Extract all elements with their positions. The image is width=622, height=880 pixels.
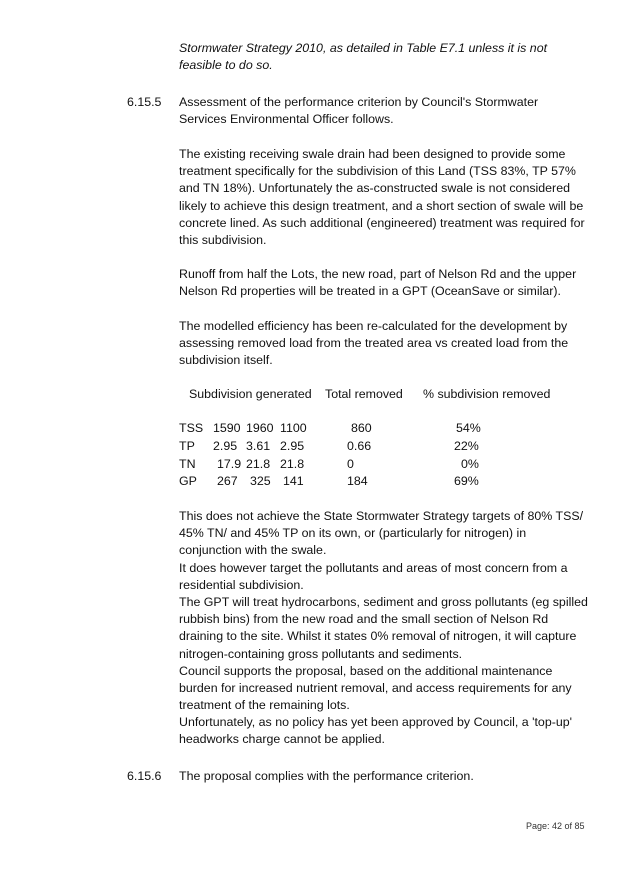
after-paragraph-5: Unfortunately, as no policy has yet been approved by Council, a 'top-up' headworks charge cannot be applied. (179, 715, 572, 747)
section-number-6-15-6: 6.15.6 (127, 769, 162, 783)
table-row-label: TSS (179, 421, 204, 435)
after-paragraph-4: Council supports the proposal, based on the additional maintenance burden for increased nutrient removal, and access requirements for any treatment of the remaining lots. (179, 664, 572, 713)
section-number-6-15-5: 6.15.5 (127, 95, 162, 109)
table-cell: 0 (347, 457, 354, 471)
table-cell: 22% (454, 439, 479, 453)
table-row-label: GP (179, 474, 197, 488)
table-cell: 141 (283, 474, 304, 488)
after-paragraph-2: It does however target the pollutants and areas of most concern from a residential subdivision. (179, 561, 568, 593)
table-cell: 1100 (280, 421, 307, 435)
table-cell: 2.95 (213, 439, 238, 453)
page-number: Page: 42 of 85 (526, 821, 585, 831)
intro-paragraph: Stormwater Strategy 2010, as detailed in Table E7.1 unless it is not feasible to do so. (179, 41, 548, 73)
table-row-label: TN (179, 457, 196, 471)
table-cell: 0.66 (347, 439, 372, 453)
table-cell: 0% (461, 457, 479, 471)
after-paragraph-3: The GPT will treat hydrocarbons, sediment and gross pollutants (eg spilled rubbish bins) from the new road and the small section of Nelson Rd draining to the site. Whilst it states 0% removal of nitrogen, it will capture nitrogen-containing gross pollutants and sediments. (179, 595, 588, 661)
table-header-generated: Subdivision generated (189, 387, 312, 401)
table-cell: 325 (250, 474, 271, 488)
table-header-removed: Total removed (325, 387, 403, 401)
body-paragraph-2: Runoff from half the Lots, the new road, part of Nelson Rd and the upper Nelson Rd properties will be treated in a GPT (OceanSave or similar). (179, 267, 577, 299)
table-cell: 184 (347, 474, 368, 488)
table-row-label: TP (179, 439, 195, 453)
section-heading: Assessment of the performance criterion by Council's Stormwater Services Environmental Officer follows. (179, 95, 539, 127)
table-cell: 267 (217, 474, 238, 488)
table-cell: 21.8 (246, 457, 271, 471)
after-paragraph-1: This does not achieve the State Stormwater Strategy targets of 80% TSS/ 45% TN/ and 45% TP on its own, or (particularly for nitrogen) in conjunction with the swale. (179, 509, 584, 558)
section-6-15-6-text: The proposal complies with the performance criterion. (179, 769, 474, 783)
table-cell: 860 (351, 421, 372, 435)
body-paragraph-1: The existing receiving swale drain had been designed to provide some treatment specifically for the subdivision of this Land (TSS 83%, TP 57% and TN 18%). Unfortunately the as-constructed swale is not considered likely to achieve this design treatment, and a short section of swale will be concrete lined. As such additional (engineered) treatment was required for this subdivision. (179, 147, 585, 248)
table-cell: 3.61 (246, 439, 271, 453)
table-cell: 69% (454, 474, 479, 488)
table-cell: 1960 (246, 421, 274, 435)
body-paragraph-3: The modelled efficiency has been re-calculated for the development by assessing removed load from the treated area vs created load from the subdivision itself. (179, 319, 569, 368)
table-header-percent: % subdivision removed (423, 387, 551, 401)
table-cell: 1590 (213, 421, 241, 435)
table-cell: 21.8 (280, 457, 305, 471)
table-cell: 54% (456, 421, 481, 435)
table-cell: 2.95 (280, 439, 305, 453)
table-cell: 17.9 (217, 457, 242, 471)
